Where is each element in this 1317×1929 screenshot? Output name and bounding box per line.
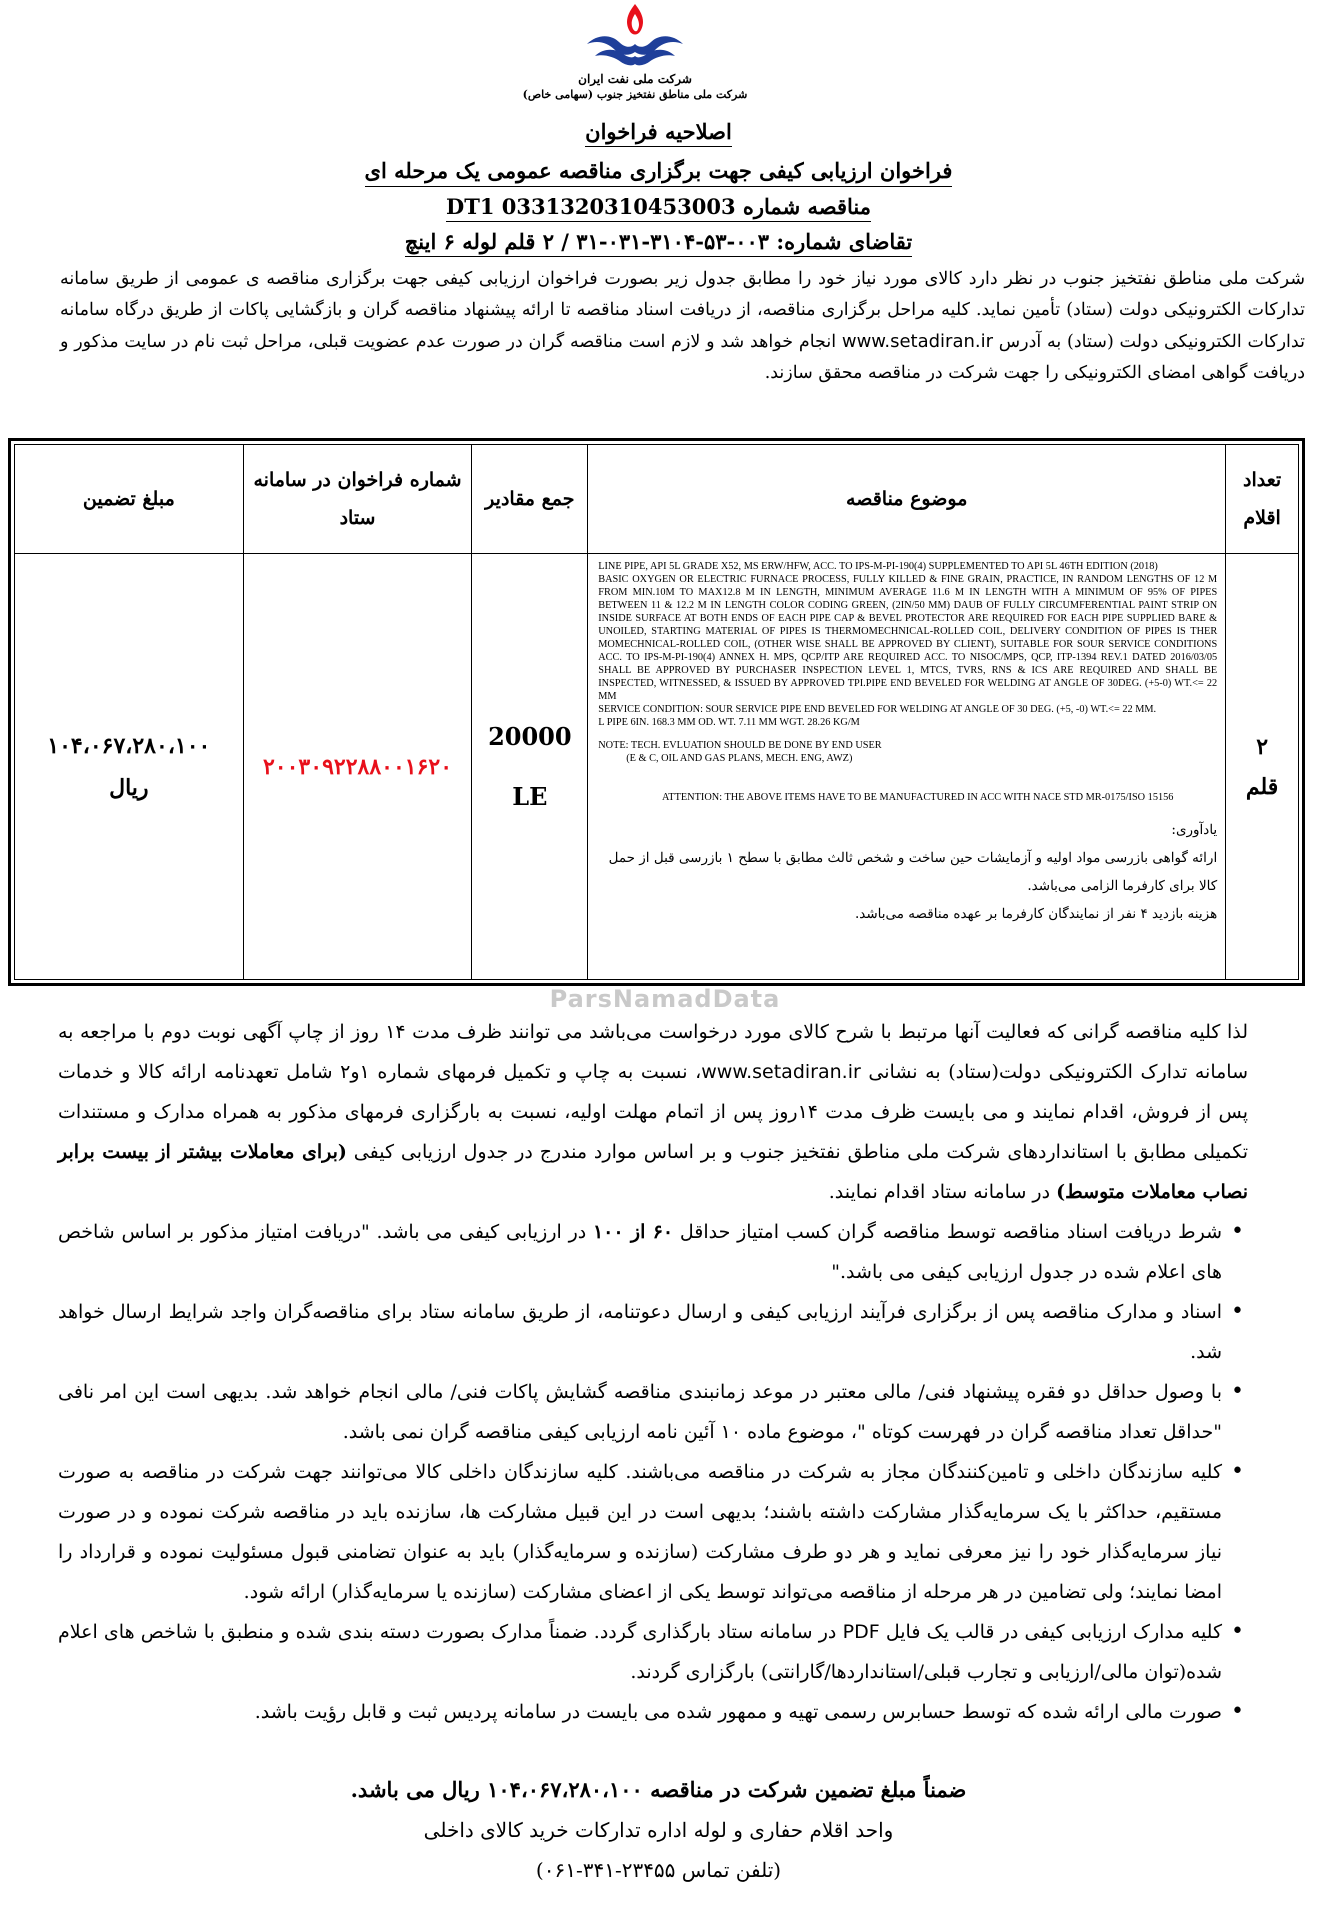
spec-line: L PIPE 6IN. 168.3 MM OD. WT. 7.11 MM WGT. 28.26 KG/M: [598, 717, 860, 728]
intro-text-2: انجام خواهد شد و لازم است مناقصه گران در صورت عدم عضویت قبلی، مراحل ثبت نام در سایت مذکور و دریافت گواهی امضای الکترونیکی را جهت شرکت در مناقصه محقق سازند.: [60, 332, 1305, 383]
spec-line: SERVICE CONDITION: SOUR SERVICE PIPE END BEVELED FOR WELDING AT ANGLE OF 30 DEG. (+5, -0) WT.<= 22 MM.: [598, 704, 1157, 715]
note-line: (E & C, OIL AND GAS PLANS, MECH. ENG, AWZ): [626, 753, 853, 764]
count-cell: [1226, 554, 1299, 980]
bullet-1b: در ارزیابی کیفی می باشد. "دریافت امتیاز مذکور بر اساس شاخص های اعلام شده در جدول ارزیابی کیفی می باشد.": [58, 1221, 1222, 1283]
guarantee-statement: ضمناً مبلغ تضمین شرکت در مناقصه ۱۰۴،۰۶۷،۲۸۰،۱۰۰ ریال می باشد.: [350, 1777, 967, 1802]
table-row: [15, 554, 1299, 980]
body-text-1-bold: (برای معاملات بیشتر از بیست برابر نصاب معاملات متوسط): [58, 1141, 1248, 1203]
setad-link[interactable]: www.setadiran.ir: [841, 331, 994, 352]
reminder-item: ارائه گواهی بازرسی مواد اولیه و آزمایشات حین ساخت و شخص ثالث مطابق با سطح ۱ بازرسی قبل از حمل کالا برای کارفرما الزامی می‌باشد.: [608, 850, 1218, 894]
bullet-1a: شرط دریافت اسناد مناقصه توسط مناقصه گران کسب امتیاز حداقل: [679, 1221, 1223, 1243]
reminder-title: یادآوری:: [1171, 822, 1218, 838]
call-title: فراخوان ارزیابی کیفی جهت برگزاری مناقصه عمومی یک مرحله ای: [365, 157, 953, 186]
qty-value: 20000: [488, 721, 572, 751]
header-ref: شماره فراخوان در سامانه ستاد: [243, 445, 472, 554]
reminder-block: [598, 816, 1217, 928]
title-block: [0, 118, 1317, 257]
bullet-item: • کلیه سازندگان داخلی و تامین‌کنندگان مجاز به شرکت در مناقصه می‌باشند. کلیه سازندگان داخلی کالا می‌توانند جهت شرکت در مناقصه به صورت مستقیم، حداکثر با یک سرمایه‌گذار مشارکت داشته باشند؛ بدیهی است در این قبیل مشارکت ها، سازنده باید در مناقصه شرکت نموده و در صورت نیاز سرمایه‌گذار خود را نیز معرفی نماید و هر دو طرف مشارکت (سازنده و سرمایه‌گذار) باید به عنوان تضامنی قبول مسئولیت نموده و قرارداد را امضا نمایند؛ ولی تضامین در هر مرحله از مناقصه می‌تواند توسط یکی از اعضای مشارکت (سازنده یا سرمایه‌گذار) ارائه شود.: [58, 1452, 1248, 1612]
header-qty: جمع مقادیر: [472, 445, 588, 554]
count-number: ۲: [1256, 733, 1269, 760]
tender-table-frame: [8, 438, 1305, 986]
header-guarantee: مبلغ تضمین: [15, 445, 244, 554]
bullet-item: • صورت مالی ارائه شده که توسط حسابرس رسمی تهیه و ممهور شده می بایست در سامانه پردیس ثبت و قابل رؤیت باشد.: [58, 1692, 1248, 1732]
note-line: NOTE: TECH. EVLUATION SHOULD BE DONE BY END USER: [598, 740, 882, 751]
bullet-5a: کلیه مدارک ارزیابی کیفی در قالب یک فایل: [885, 1621, 1223, 1643]
bullet-5b: در سامانه ستاد بارگذاری گردد. ضمناً مدارک بصورت دسته بندی شده و منطبق با شاخص های اعلام شده(توان مالی/ارزیابی و تجارب قبلی/استانداردها/گارانتی) بارگزاری گردند.: [58, 1621, 1222, 1683]
setad-link-2[interactable]: www.setadiran.ir: [701, 1061, 861, 1083]
body-paragraph: [58, 1012, 1248, 1212]
attention-line: ATTENTION: THE ABOVE ITEMS HAVE TO BE MANUFACTURED IN ACC WITH NACE STD MR-0175/ISO 15156: [662, 792, 1174, 803]
spec-text: [598, 560, 1217, 804]
ref-cell: ۲۰۰۳۰۹۲۲۸۸۰۰۱۶۲۰: [243, 554, 472, 980]
department-name: واحد اقلام حفاری و لوله اداره تدارکات خرید کالای داخلی: [423, 1818, 894, 1842]
body-text-1b: ، نسبت به چاپ و تکمیل فرمهای شماره ۱و۲ شامل تعهدنامه ارائه کالا و خدمات پس از فروش، اقدام نمایند و می بایست ظرف مدت ۱۴روز پس از اتمام مهلت اولیه، نسبت به بارگزاری فرمهای مذکور به همراه مدارک و مستندات تکمیلی مطابق با استانداردهای شرکت ملی مناطق نفتخیز جنوب و بر اساس موارد مندرج در جدول ارزیابی کیفی: [58, 1061, 1248, 1163]
watermark: ParsNamadData: [549, 985, 781, 1013]
bullet-item: [58, 1212, 1248, 1292]
qty-cell: [472, 554, 588, 980]
spec-line: LINE PIPE, API 5L GRADE X52, MS ERW/HFW, ACC. TO IPS-M-PI-190(4) SUPPLEMENTED TO API 5L 46TH EDITION (2018): [598, 561, 1158, 572]
intro-paragraph: [60, 264, 1305, 389]
guarantee-cell: [15, 554, 244, 980]
footer: [0, 1770, 1317, 1890]
bullet-item: [58, 1612, 1248, 1692]
spec-line: BASIC OXYGEN OR ELECTRIC FURNACE PROCESS, FULLY KILLED & FINE GRAIN, PRACTICE, IN RANDOM LENGTHS OF 12 M FROM MIN.10M TO MAX12.8 M IN LENGTH, MINIMUM AVERAGE 11.6 M IN LENGTH WITH A MINIMUM OF 95% OF PIPES BETWEEN 11 & 12.2 M IN LENGTH COLOR CODING GREEN, (2IN/50 MM) DAUB OF FULLY CIRCUMFERENTIAL PAINT STRIP ON INSIDE SURFACE AT BOTH ENDS OF EACH PIPE CAP & BEVEL PROTECTOR ARE REQUIRED FOR EACH PIPE SUPPLIED BARE & UNOILED, STARTING MATERIAL OF PIPES IS THERMOMECHNICAL-ROLLED COIL, DELIVERY CONDITION OF PIPES IS THER MOMECHNICAL-ROLLED COIL, (OTHER WISE SHALL BE APPROVED BY CLIENT), SUITABLE FOR SOUR SERVICE CONDITIONS ACC. TO IPS-M-PI-190(4) ANNEX H. MPS, QCP/ITP ARE REQUIRED ACC. TO NISOC/MPS, QCP, ITP-1394 REV.1 DATED 2016/03/05 SHALL BE APPROVED BY PURCHASER INSPECTION LEVEL 1, MTCS, TVRS, RNS & ICS ARE REQUIRED AND SHALL BE INSPECTED, WITNESSED, & ISSUED BY APPROVED TPI.PIPE END BEVELED FOR WELDING AT ANGLE OF 30DEG. (+5-0) WT.<= 22 MM: [598, 574, 1218, 702]
contact-phone: (تلفن تماس ۲۳۴۵۵-۳۴۱-۰۶۱): [535, 1858, 782, 1882]
bullet-item: • اسناد و مدارک مناقصه پس از برگزاری فرآیند ارزیابی کیفی و ارسال دعوتنامه، از طریق سامانه ستاد برای مناقصه‌گران واجد شرایط ارسال خواهد شد.: [58, 1292, 1248, 1372]
company-subname: شرکت ملی مناطق نفتخیز جنوب (سهامی خاص): [522, 88, 748, 101]
amendment-title: اصلاحیه فراخوان: [585, 118, 732, 147]
count-unit: قلم: [1245, 773, 1279, 800]
header-count: تعداد اقلام: [1226, 445, 1299, 554]
guarantee-amount: ۱۰۴،۰۶۷،۲۸۰،۱۰۰: [47, 732, 211, 759]
flame-logo-icon: [575, 0, 695, 72]
qty-unit: LE: [512, 781, 548, 811]
body-text-1a: لذا کلیه مناقصه گرانی که فعالیت آنها مرتبط با شرح کالای مورد درخواست می‌باشد می توانند ظرف مدت ۱۴ روز از چاپ آگهی نوبت دوم با مراجعه به سامانه تدارک الکترونیکی دولت(ستاد) به نشانی: [58, 1021, 1249, 1083]
intro-text-1: شرکت ملی مناطق نفتخیز جنوب در نظر دارد کالای مورد نیاز خود را مطابق جدول زیر بصورت فراخوان ارزیابی کیفی جهت برگزاری مناقصه ی عمومی از طریق سامانه تدارکات الکترونیکی دولت (ستاد) تأمین نماید. کلیه مراحل برگزاری مناقصه، از دریافت اسناد مناقصه تا ارائه پیشنهاد مناقصه گران و بازگشایی پاکات از طریق درگاه سامانه تدارکات الکترونیکی دولت (ستاد) به آدرس: [60, 269, 1305, 352]
body-text: [58, 1012, 1248, 1732]
table-header-row: [15, 445, 1299, 554]
bullet-1-bold: ۶۰ از ۱۰۰: [592, 1221, 674, 1243]
company-name: شرکت ملی نفت ایران: [578, 72, 692, 86]
tender-table: [14, 444, 1299, 980]
tender-number: مناقصه شماره DT1 0331320310453003: [446, 193, 871, 222]
header-subject: موضوع مناقصه: [588, 445, 1226, 554]
reminder-item: هزینه بازدید ۴ نفر از نمایندگان کارفرما بر عهده مناقصه می‌باشد.: [854, 906, 1218, 922]
bullet-item: • با وصول حداقل دو فقره پیشنهاد فنی/ مالی معتبر در موعد زمانبندی مناقصه گشایش پاکات فنی/ مالی انجام خواهد شد. بدیهی است این امر نافی "حداقل تعداد مناقصه گران در فهرست کوتاه "، موضوع ماده ۱۰ آئین نامه ارزیابی کیفی مناقصه گران نمی باشد.: [58, 1372, 1248, 1452]
body-text-1c: در سامانه ستاد اقدام نمایند.: [828, 1181, 1051, 1203]
bullet-5-pdf: PDF: [842, 1621, 880, 1643]
guarantee-unit: ریال: [109, 774, 149, 801]
subject-cell: [588, 554, 1226, 980]
request-number: تقاضای شماره: ۰۰۳-۵۳-۳۱۰۴-۰۳۱-۳۱ / ۲ قلم لوله ۶ اینچ: [405, 228, 913, 257]
